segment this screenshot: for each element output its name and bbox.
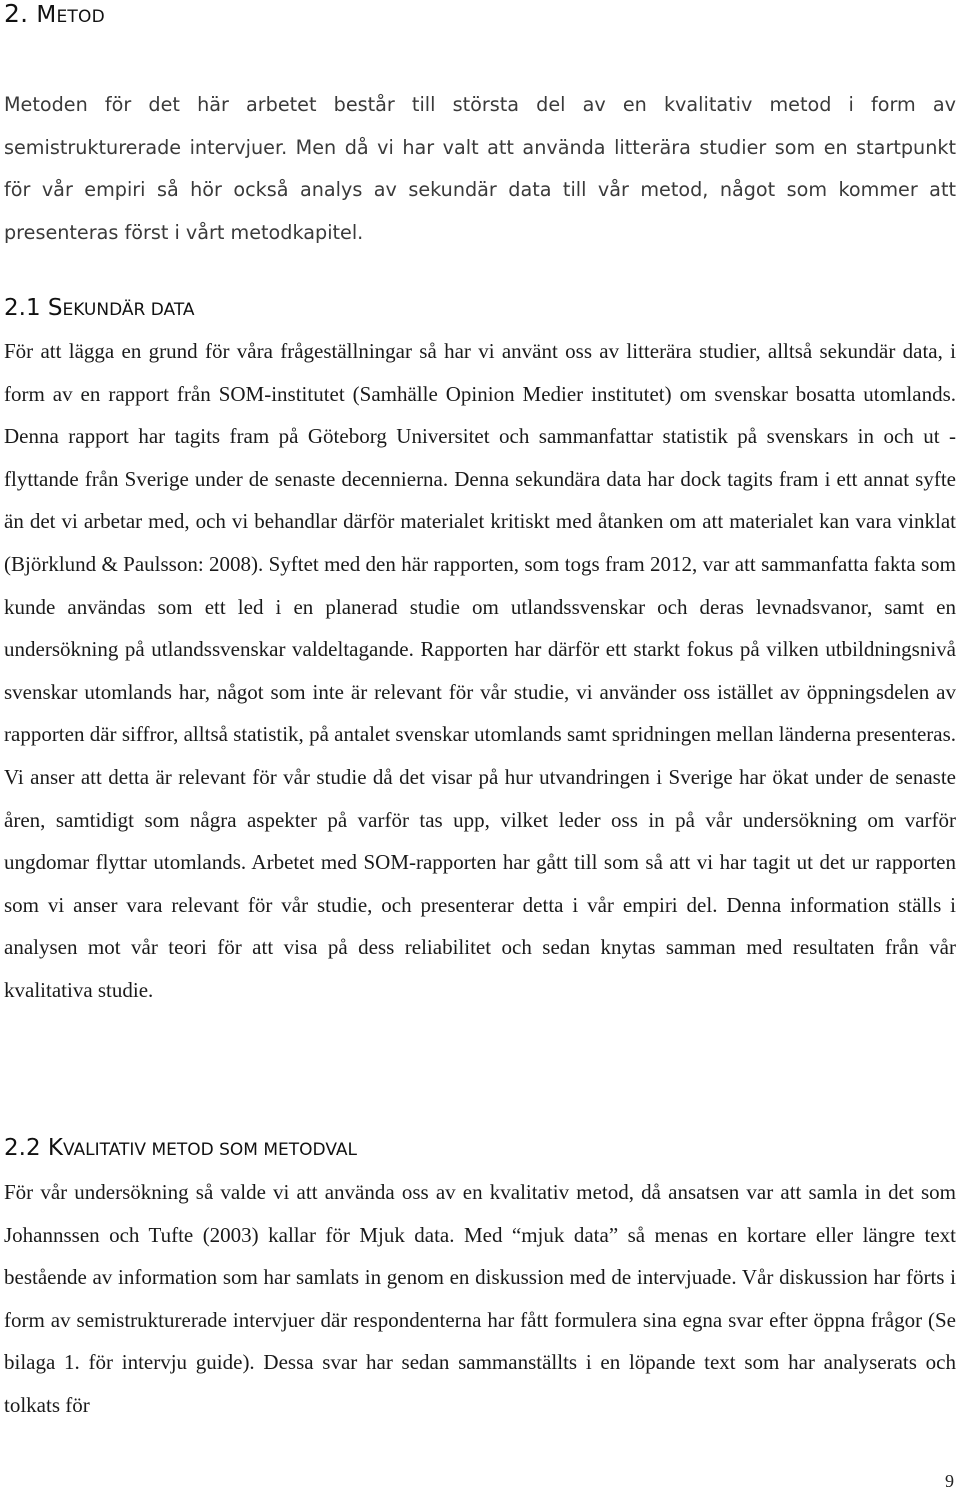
chapter-number: 2. xyxy=(4,0,29,28)
section-2-1-paragraph: För att lägga en grund för våra frågeställningar så har vi använt oss av litterära studier, alltså sekundär data, i form av en rapport från SOM-institutet (Samhälle Opinion Medier institutet) om svenskar bosatta utomlands. Denna rapport har tagits fram på Göteborg Universitet och sammanfattar statistik på svenskars in och ut - flyttande från Sverige under de senaste decennierna. Denna sekundära data har dock tagits fram i ett annat syfte än det vi arbetar med, och vi behandlar därför materialet kritiskt med åtanken om att materialet kan vara vinklat (Björklund & Paulsson: 2008). Syftet med den här rapporten, som togs fram 2012, var att sammanfatta fakta som kunde användas som ett led i en planerad studie om utlandssvenskar och deras levnadsvanor, samt en undersökning på utlandssvenskar valdeltagande. Rapporten har därför ett starkt fokus på vilken utbildningsnivå svenskar utomlands har, något som inte är relevant för vår studie, vi använder oss istället av öppningsdelen av rapporten där siffror, alltså statistik, på antalet svenskar utomlands samt spridningen mellan länderna presenteras. Vi anser att detta är relevant för vår studie då det visar på hur utvandringen i Sverige har ökat under de senaste åren, samtidigt som några aspekter på varför tas upp, vilket leder oss in på vår undersökning om varför ungdomar flyttar utomlands. Arbetet med SOM-rapporten har gått till som så att vi har tagit ut det ur rapporten som vi anser vara relevant för vår studie, och presenterar detta i vår empiri del. Denna information ställs i analysen mot vår teori för att visa på dess reliabilitet och sedan knytas samman med resultaten från vår kvalitativa studie. xyxy=(4,339,956,1002)
section-title-initial: K xyxy=(47,1135,63,1161)
intro-paragraph: Metoden för det här arbetet består till största del av en kvalitativ metod i form av semistrukturerade intervjuer. Men då vi har valt att använda litterära studier som en startpunkt för vår empiri så hör också analys av sekundär data till vår metod, något som kommer att presenteras först i vårt metodkapitel. xyxy=(4,93,956,244)
section-title-rest: VALITATIV METOD SOM METODVAL xyxy=(62,1140,357,1160)
section-number: 2.2 xyxy=(4,1135,41,1161)
section-heading-2-1 xyxy=(4,293,195,325)
section-title-rest: EKUNDÄR DATA xyxy=(62,300,195,320)
chapter-title-rest: ETOD xyxy=(56,7,105,27)
page-number: 9 xyxy=(945,1471,954,1491)
chapter-title-initial: M xyxy=(36,2,57,28)
section-2-2-paragraph: För vår undersökning så valde vi att använda oss av en kvalitativ metod, då ansatsen var att samla in det som Johannssen och Tufte (2003) kallar för Mjuk data. Med “mjuk data” så menas en kortare eller längre text bestående av information som har samlats in genom en diskussion med de intervjuade. Vår diskussion har förts i form av semistrukturerade intervjuer där respondenterna har fått formulera sina egna svar efter öppna frågor (Se bilaga 1. för intervju guide). Dessa svar har sedan sammanställts i en löpande text som har analyserats och tolkats för xyxy=(4,1180,956,1417)
section-heading-2-2 xyxy=(4,1133,357,1165)
chapter-heading xyxy=(4,0,105,37)
section-title-initial: S xyxy=(47,295,63,321)
section-number: 2.1 xyxy=(4,295,41,321)
